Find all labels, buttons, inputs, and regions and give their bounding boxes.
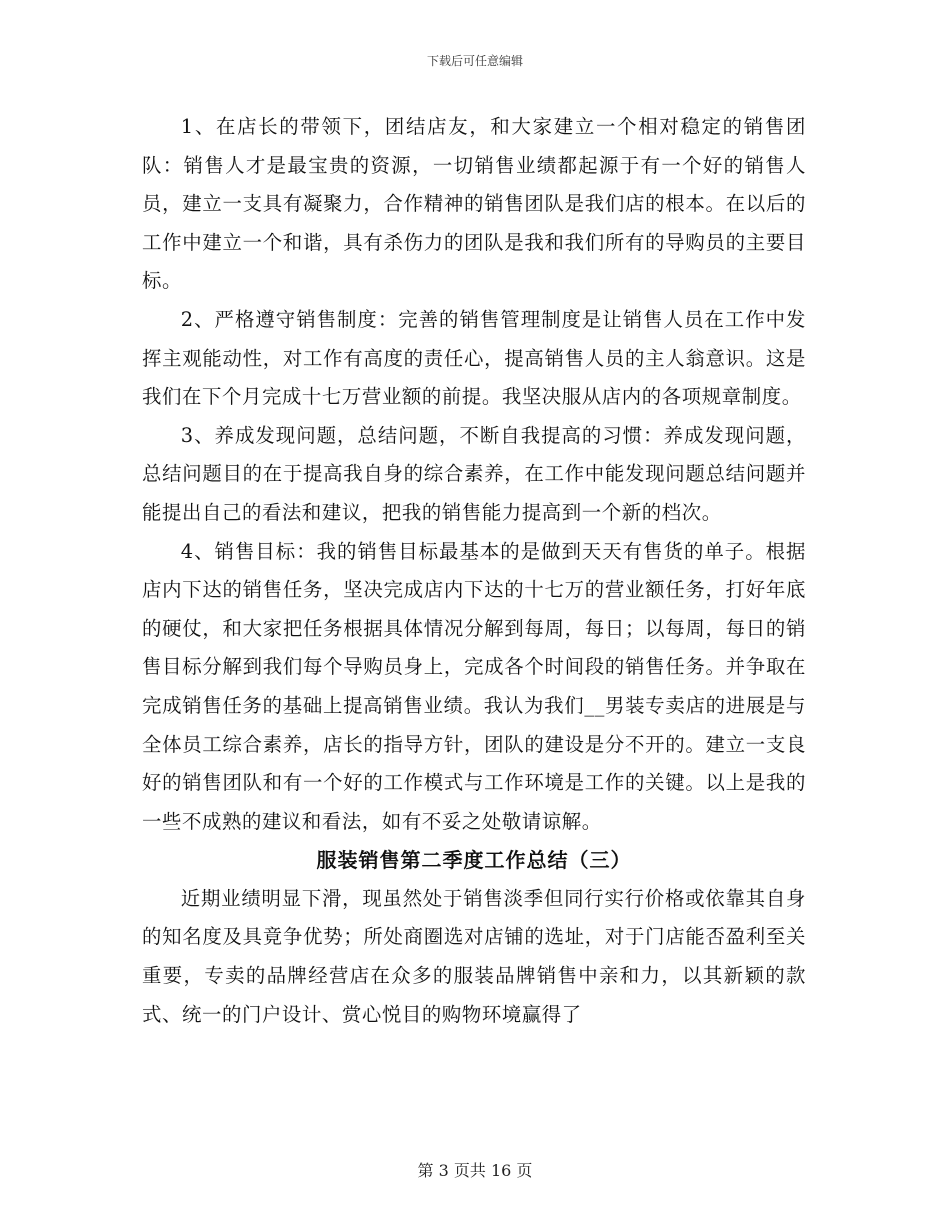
page-footer: 第 3 页共 16 页 xyxy=(417,1161,533,1180)
document-body xyxy=(142,108,806,1034)
paragraph-4: 4、销售目标：我的销售目标最基本的是做到天天有售货的单子。根据店内下达的销售任务，坚决完成店内下达的十七万的营业额任务，打好年底的硬仗，和大家把任务根据具体情况分解到每周，每日；以每周，每日的销售目标分解到我们每个导购员身上，完成各个时间段的销售任务。并争取在完成销售任务的基础上提高销售业绩。我认为我们__男装专卖店的进展是与全体员工综合素养，店长的指导方针，团队的建设是分不开的。建立一支良好的销售团队和有一个好的工作模式与工作环境是工作的关键。以上是我的一些不成熟的建议和看法，如有不妥之处敬请谅解。 xyxy=(142,539,806,833)
paragraph-3: 3、养成发现问题，总结问题，不断自我提高的习惯：养成发现问题，总结问题目的在于提高我自身的综合素养，在工作中能发现问题总结问题并能提出自己的看法和建议，把我的销售能力提高到一个新的档次。 xyxy=(142,423,806,524)
section-paragraph-1: 近期业绩明显下滑，现虽然处于销售淡季但同行实行价格或依靠其自身的知名度及具竟争优势；所处商圈选对店铺的选址，对于门店能否盈利至关重要，专卖的品牌经营店在众多的服装品牌销售中亲和力，以其新颖的款式、统一的门户设计、赏心悦目的购物环境赢得了 xyxy=(142,886,806,1026)
paragraph-1: 1、在店长的带领下，团结店友，和大家建立一个相对稳定的销售团队：销售人才是最宝贵的资源，一切销售业绩都起源于有一个好的销售人员，建立一支具有凝聚力，合作精神的销售团队是我们店的根本。在以后的工作中建立一个和谐，具有杀伤力的团队是我和我们所有的导购员的主要目标。 xyxy=(142,115,806,293)
paragraph-2: 2、严格遵守销售制度：完善的销售管理制度是让销售人员在工作中发挥主观能动性，对工作有高度的责任心，提高销售人员的主人翁意识。这是我们在下个月完成十七万营业额的前提。我坚决服从店内的各项规章制度。 xyxy=(142,307,806,409)
page-header: 下载后可任意编辑 xyxy=(426,54,523,68)
section-title: 服装销售第二季度工作总结（三） xyxy=(316,848,632,873)
